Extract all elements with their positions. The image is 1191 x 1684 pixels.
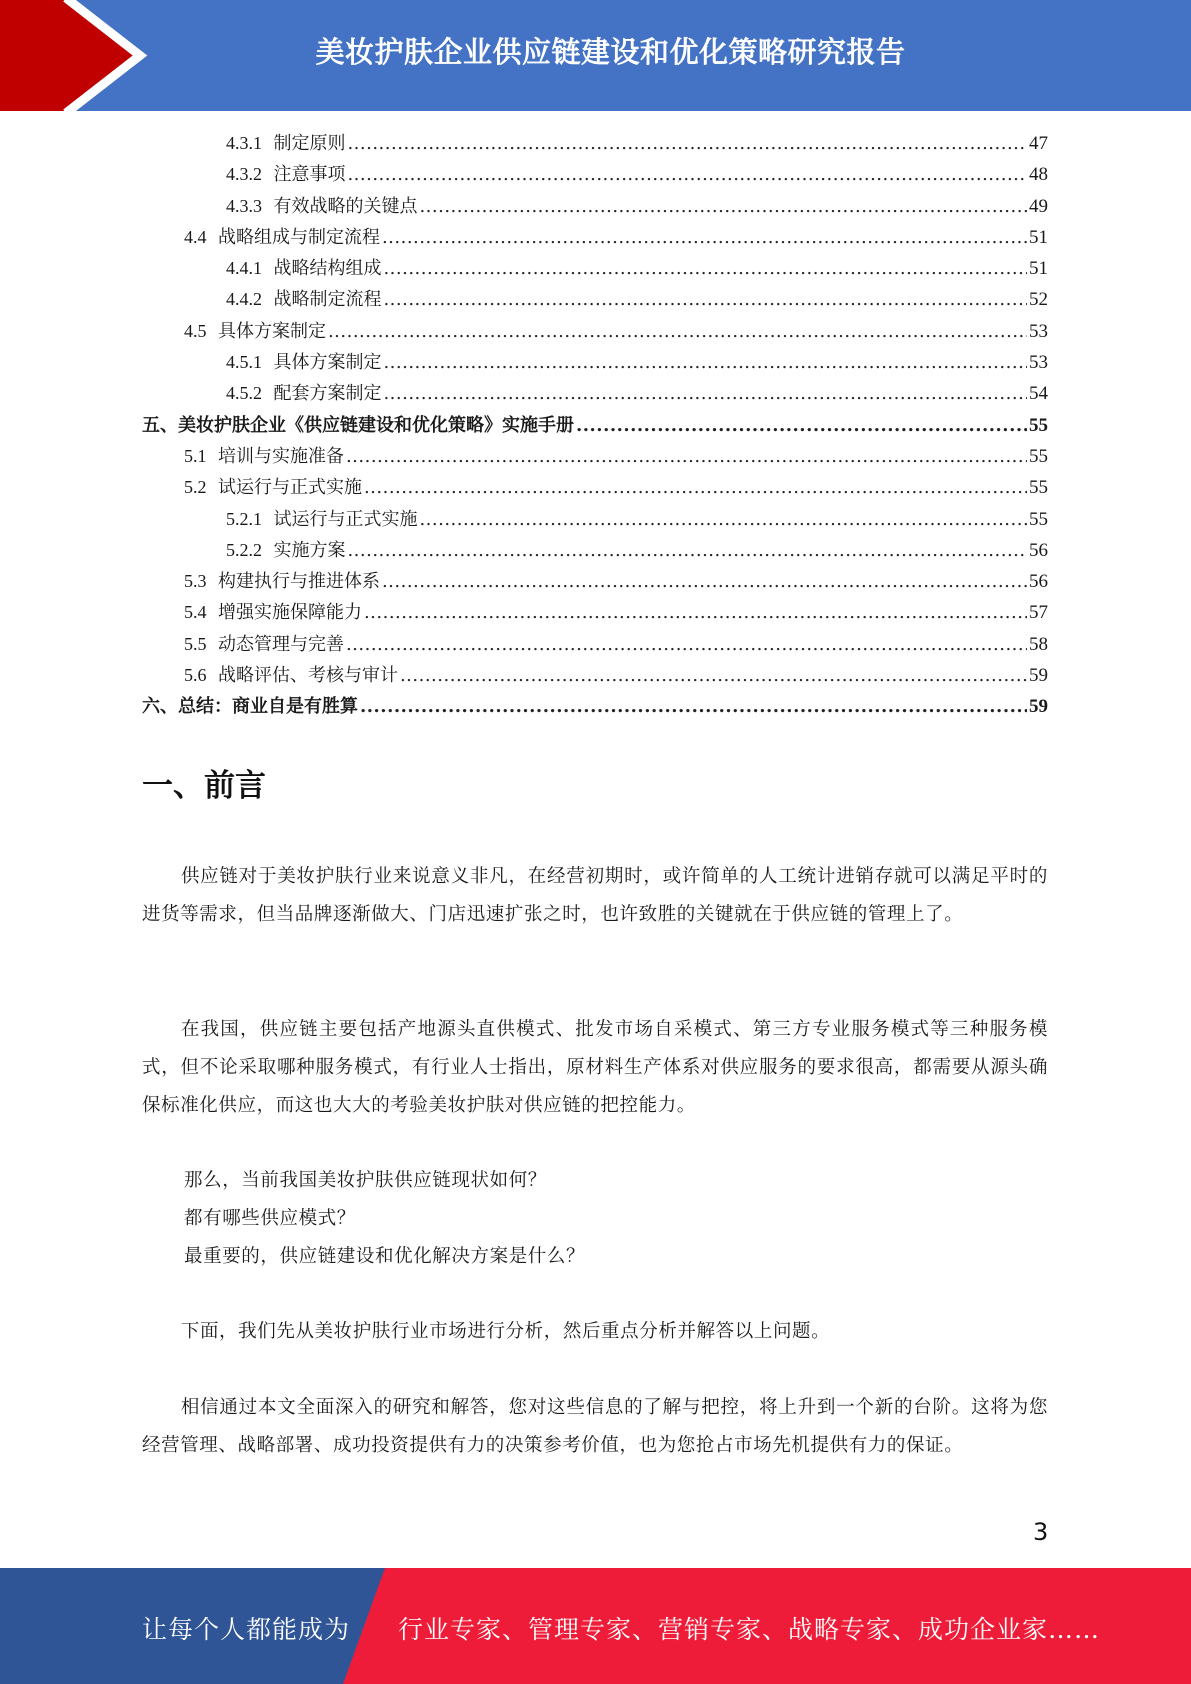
toc-entry-number: 5.2.2: [226, 539, 262, 560]
red-chevron-shape: [0, 0, 138, 111]
paragraph-text: 下面，我们先从美妆护肤行业市场进行分析，然后重点分析并解答以上问题。: [180, 1321, 831, 1342]
toc-entry-number: 4.4: [184, 226, 207, 247]
toc-entry-page: 53: [1029, 320, 1048, 342]
section-heading: 一、前言: [142, 768, 266, 804]
toc-entry[interactable]: [142, 597, 1048, 628]
toc-number-spacer: [207, 566, 218, 597]
toc-entry[interactable]: [142, 410, 1048, 441]
toc-entry-page: 55: [1029, 445, 1048, 467]
toc-number-spacer: [207, 441, 218, 472]
toc-number-spacer: [207, 472, 218, 503]
toc-number-spacer: [262, 284, 273, 315]
question-item: 最重要的，供应链建设和优化解决方案是什么？: [184, 1246, 586, 1267]
toc-entry-page: 55: [1029, 414, 1048, 436]
toc-entry-title: 实施方案: [273, 539, 346, 561]
toc-dot-leader: [347, 535, 1027, 566]
toc-entry[interactable]: [142, 191, 1048, 222]
intro-paragraph-2: [142, 1011, 1048, 1125]
page-number: 3: [1033, 1518, 1049, 1546]
toc-entry-title: 构建执行与推进体系: [217, 571, 380, 593]
page-footer: [0, 1568, 1191, 1684]
toc-entry-page: 55: [1029, 508, 1048, 530]
toc-entry-title: 培训与实施准备: [217, 445, 344, 467]
toc-dot-leader: [419, 504, 1027, 535]
toc-entry[interactable]: [142, 660, 1048, 691]
toc-entry-title: 动态管理与完善: [217, 633, 344, 655]
toc-dot-leader: [364, 597, 1027, 628]
toc-entry-number: 4.5.1: [226, 352, 262, 373]
toc-entry-title: 试运行与正式实施: [217, 477, 362, 499]
toc-entry-number: 5.1: [184, 445, 207, 466]
toc-entry-title: 注意事项: [273, 164, 346, 186]
toc-number-spacer: [207, 660, 218, 691]
toc-entry[interactable]: [142, 535, 1048, 566]
toc-entry-number: 5.2.1: [226, 508, 262, 529]
toc-entry-number: 5.5: [184, 633, 207, 654]
toc-entry-number: 4.3.2: [226, 164, 262, 185]
question-list: [142, 1162, 1048, 1276]
toc-number-spacer: [262, 347, 273, 378]
toc-number-spacer: [207, 629, 218, 660]
toc-entry-number: 4.3.3: [226, 195, 262, 216]
toc-entry-number: 4.5.2: [226, 383, 262, 404]
toc-number-spacer: [262, 191, 273, 222]
toc-entry-page: 52: [1029, 289, 1048, 311]
toc-entry-page: 56: [1029, 539, 1048, 561]
toc-dot-leader: [347, 128, 1027, 159]
table-of-contents: [142, 128, 1048, 723]
toc-entry-page: 59: [1029, 696, 1048, 718]
toc-entry-number: 4.3.1: [226, 133, 262, 153]
document-title: 美妆护肤企业供应链建设和优化策略研究报告: [315, 35, 906, 69]
toc-entry-title: 具体方案制定: [217, 320, 326, 342]
toc-dot-leader: [383, 378, 1027, 409]
toc-entry-number: 5.6: [184, 665, 207, 686]
toc-number-spacer: [207, 597, 218, 628]
toc-dot-leader: [419, 191, 1027, 222]
toc-entry-title: 美妆护肤企业《供应链建设和优化策略》实施手册: [178, 414, 574, 436]
toc-entry[interactable]: [142, 128, 1048, 159]
page-header: [0, 0, 1191, 111]
toc-entry[interactable]: [142, 441, 1048, 472]
toc-dot-leader: [364, 472, 1027, 503]
toc-dot-leader: [360, 691, 1027, 722]
toc-dot-leader: [382, 222, 1027, 253]
toc-dot-leader: [383, 347, 1027, 378]
toc-entry[interactable]: [142, 472, 1048, 503]
toc-entry-page: 47: [1029, 133, 1048, 154]
toc-entry[interactable]: [142, 253, 1048, 284]
toc-entry-number: 5.4: [184, 602, 207, 623]
toc-entry-title: 增强实施保障能力: [217, 602, 362, 624]
question-item: 都有哪些供应模式？: [184, 1208, 356, 1229]
paragraph-text: 供应链对于美妆护肤行业来说意义非凡，在经营初期时，或许简单的人工统计进销存就可以满足平时的进货等需求，但当品牌逐渐做大、门店迅速扩张之时，也许致胜的关键就在于供应链的管理上了。: [142, 866, 1048, 925]
footer-slogan-right: 行业专家、管理专家、营销专家、战略专家、成功企业家……: [398, 1615, 1101, 1644]
toc-entry-number: 六、: [142, 696, 178, 717]
toc-number-spacer: [262, 504, 273, 535]
toc-entry-title: 战略组成与制定流程: [217, 226, 380, 248]
toc-dot-leader: [400, 660, 1027, 691]
toc-entry-page: 51: [1029, 258, 1048, 280]
toc-entry-page: 49: [1029, 195, 1048, 217]
intro-paragraph-4: [142, 1389, 1048, 1465]
intro-paragraph-1: [142, 858, 1048, 934]
toc-entry-page: 58: [1029, 633, 1048, 655]
toc-dot-leader: [347, 159, 1027, 190]
toc-entry-page: 51: [1029, 226, 1048, 248]
toc-number-spacer: [207, 222, 218, 253]
toc-entry-title: 战略制定流程: [273, 289, 382, 311]
toc-entry-title: 战略评估、考核与审计: [217, 665, 398, 687]
toc-entry[interactable]: [142, 378, 1048, 409]
toc-dot-leader: [346, 441, 1027, 472]
toc-entry-title: 具体方案制定: [273, 352, 382, 374]
toc-entry[interactable]: [142, 629, 1048, 660]
toc-number-spacer: [262, 535, 273, 566]
toc-entry[interactable]: [142, 284, 1048, 315]
toc-entry-page: 57: [1029, 602, 1048, 624]
paragraph-text: 在我国，供应链主要包括产地源头直供模式、批发市场自采模式、第三方专业服务模式等三种服务模式，但不论采取哪种服务模式，有行业人士指出，原材料生产体系对供应服务的要求很高，都需要从源头确保标准化供应，而这也大大的考验美妆护肤对供应链的把控能力。: [142, 1019, 1048, 1116]
toc-entry-title: 战略结构组成: [273, 258, 382, 280]
toc-dot-leader: [383, 284, 1027, 315]
toc-entry-number: 五、: [142, 414, 178, 435]
toc-dot-leader: [383, 253, 1027, 284]
toc-entry[interactable]: [142, 316, 1048, 347]
toc-entry[interactable]: [142, 566, 1048, 597]
toc-entry-number: 4.4.2: [226, 289, 262, 310]
toc-number-spacer: [207, 316, 218, 347]
toc-entry-title: 制定原则: [273, 133, 346, 154]
toc-number-spacer: [262, 159, 273, 190]
toc-entry[interactable]: [142, 504, 1048, 535]
question-item: 那么，当前我国美妆护肤供应链现状如何？: [184, 1170, 547, 1191]
footer-slogan-left: 让每个人都能成为: [142, 1615, 351, 1644]
toc-entry[interactable]: [142, 159, 1048, 190]
toc-dot-leader: [346, 629, 1027, 660]
toc-number-spacer: [262, 253, 273, 284]
toc-entry-page: 56: [1029, 571, 1048, 593]
toc-entry[interactable]: [142, 222, 1048, 253]
toc-entry-page: 53: [1029, 352, 1048, 374]
toc-dot-leader: [576, 410, 1027, 441]
intro-paragraph-3: [142, 1313, 1048, 1351]
toc-entry[interactable]: [142, 691, 1048, 722]
toc-entry-title: 总结：商业自是有胜算: [178, 696, 358, 718]
toc-number-spacer: [262, 128, 273, 159]
toc-entry-page: 54: [1029, 383, 1048, 405]
toc-entry[interactable]: [142, 347, 1048, 378]
toc-number-spacer: [262, 378, 273, 409]
toc-dot-leader: [382, 566, 1027, 597]
paragraph-text: 相信通过本文全面深入的研究和解答，您对这些信息的了解与把控，将上升到一个新的台阶。这将为您经营管理、战略部署、成功投资提供有力的决策参考价值，也为您抢占市场先机提供有力的保证。: [142, 1397, 1048, 1456]
toc-entry-page: 59: [1029, 665, 1048, 687]
toc-entry-title: 有效战略的关键点: [273, 195, 418, 217]
toc-entry-number: 5.3: [184, 571, 207, 592]
toc-entry-number: 5.2: [184, 477, 207, 498]
toc-entry-number: 4.5: [184, 320, 207, 341]
toc-entry-page: 48: [1029, 164, 1048, 186]
toc-entry-title: 配套方案制定: [273, 383, 382, 405]
toc-entry-number: 4.4.1: [226, 258, 262, 279]
toc-dot-leader: [328, 316, 1027, 347]
toc-entry-page: 55: [1029, 477, 1048, 499]
toc-entry-title: 试运行与正式实施: [273, 508, 418, 530]
